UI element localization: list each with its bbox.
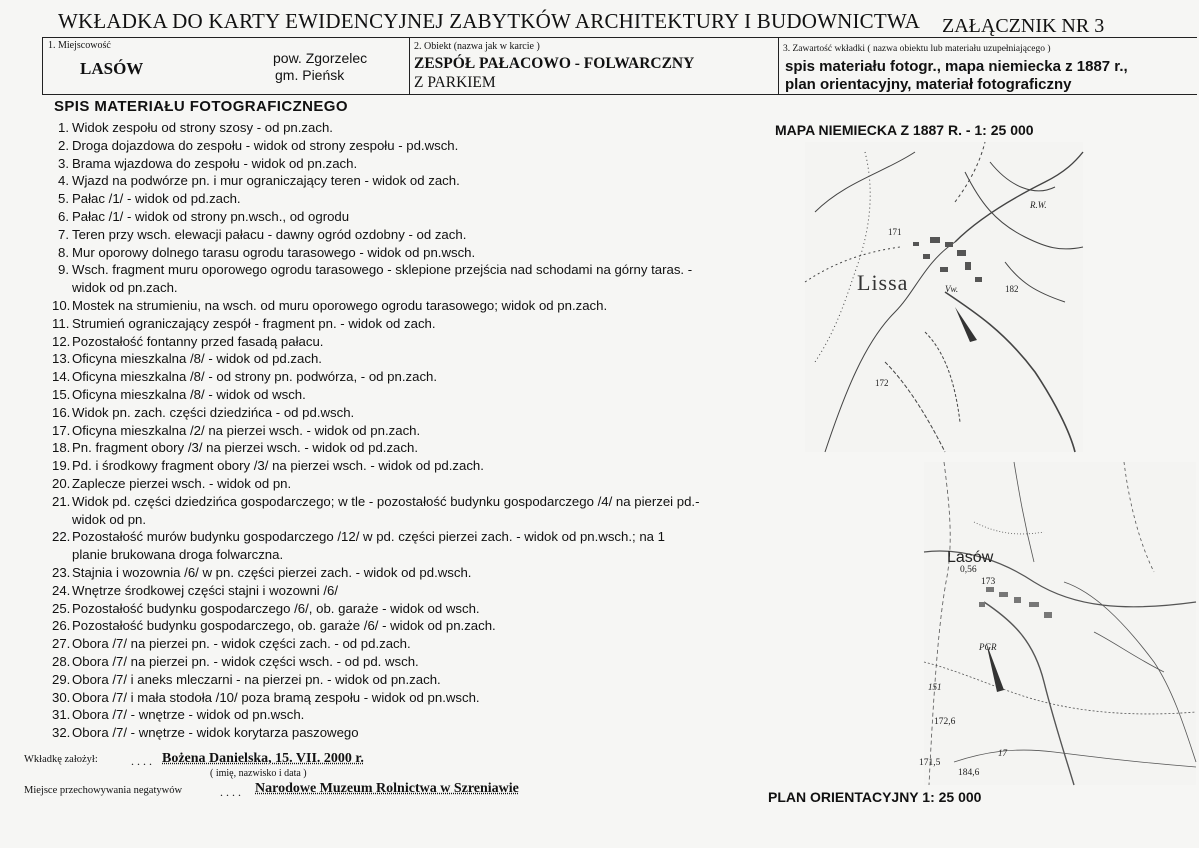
photo-item-text: Widok zespołu od strony szosy - od pn.zach. <box>72 120 333 135</box>
photo-list-item <box>52 172 767 190</box>
photo-item-text: Oficyna mieszkalna /8/ - widok od wsch. <box>72 386 306 402</box>
photo-list-item <box>52 653 767 671</box>
photo-item-text: Strumień ograniczający zespół - fragment pn. - widok od zach. <box>72 315 436 331</box>
photo-item-number: 31. <box>52 707 71 723</box>
orientation-plan-height-label: 173 <box>981 577 996 587</box>
photo-item-number: 13. <box>52 351 71 367</box>
photo-list-item <box>52 689 767 707</box>
photo-list-item <box>52 333 767 351</box>
photo-list-item <box>52 493 767 529</box>
photo-list-item <box>52 582 767 600</box>
photo-item-text: Pozostałość fontanny przed fasadą pałacu. <box>72 333 324 349</box>
photo-list-item <box>52 226 767 244</box>
orientation-plan-village-label: Lasów <box>947 549 994 566</box>
photo-item-text: Obora /7/ na pierzei pn. - widok części zach. - od pd.zach. <box>72 636 411 652</box>
photo-list-item <box>52 600 767 618</box>
storage-dots: . . . . <box>220 785 241 799</box>
orientation-plan-height-label: 151 <box>928 682 942 692</box>
contents-label: 3. Zawartość wkładki ( nazwa obiektu lub materiału uzupełniającego ) <box>783 44 1051 54</box>
contents-line-2: plan orientacyjny, materiał fotograficzny <box>785 76 1072 93</box>
photo-list-item <box>52 724 767 742</box>
storage-label: Miejsce przechowywania negatywów <box>24 785 183 796</box>
photo-list-item <box>52 119 767 137</box>
photo-item-text: Brama wjazdowa do zespołu - widok od pn.zach. <box>72 155 358 171</box>
photo-list-item <box>52 386 767 404</box>
object-line-1: ZESPÓŁ PAŁACOWO - FOLWARCZNY <box>414 55 695 72</box>
author-hint: ( imię, nazwisko i data ) <box>210 768 307 779</box>
photo-list-item <box>52 671 767 689</box>
photo-list-item <box>52 368 767 386</box>
locality-label: 1. Miejscowość <box>48 40 111 51</box>
map-1887-height-label: 172 <box>875 378 889 388</box>
photo-item-number: 25. <box>52 600 71 616</box>
orientation-plan-height-label: 0,56 <box>960 565 977 575</box>
photo-item-text: Pn. fragment obory /3/ na pierzei wsch. - widok od pd.zach. <box>72 440 418 456</box>
map-1887-title: MAPA NIEMIECKA Z 1887 R. - 1: 25 000 <box>775 122 1034 138</box>
photo-list-item <box>52 528 767 564</box>
photo-item-text-continued: widok od pn. <box>72 511 147 527</box>
photo-item-text-continued: planie brukowana droga folwarczna. <box>72 547 284 563</box>
photo-list-item <box>52 422 767 440</box>
photo-item-number: 14. <box>52 369 71 385</box>
photo-item-text: Widok pd. części dziedzińca gospodarczego; w tle - pozostałość budynku gospodarczego /4/ na pierzei pd.- <box>72 493 700 509</box>
orientation-plan-title: PLAN ORIENTACYJNY 1: 25 000 <box>768 789 982 805</box>
photo-item-text: Oficyna mieszkalna /2/ na pierzei wsch. - widok od pn.zach. <box>72 422 421 438</box>
photo-item-text: Pozostałość budynku gospodarczego /6/, ob. garaże - widok od wsch. <box>72 600 480 616</box>
contents-field <box>778 38 1197 95</box>
photo-item-number: 19. <box>52 458 71 474</box>
photo-item-number: 21. <box>52 493 71 509</box>
photo-list <box>52 119 767 742</box>
photo-item-text: Pałac /1/ - widok od strony pn.wsch., od ogrodu <box>72 208 350 224</box>
photo-item-number: 12. <box>52 333 71 349</box>
photo-item-text: Wsch. fragment muru oporowego ogrodu tarasowego - sklepione przejścia nad schodami na górny taras. - <box>72 262 693 278</box>
photo-item-number: 6. <box>58 208 69 224</box>
photo-list-heading: SPIS MATERIAŁU FOTOGRAFICZNEGO <box>54 98 348 115</box>
photo-item-number: 2. <box>58 137 69 153</box>
photo-list-item <box>52 137 767 155</box>
photo-item-number: 29. <box>52 671 71 687</box>
photo-item-text: Obora /7/ i aneks mleczarni - na pierzei pn. - widok od pn.zach. <box>72 671 441 687</box>
photo-list-item <box>52 564 767 582</box>
photo-list-item <box>52 244 767 262</box>
photo-item-number: 24. <box>52 582 71 598</box>
object-field <box>409 38 778 95</box>
photo-item-text: Pałac /1/ - widok od pd.zach. <box>72 191 241 207</box>
photo-item-text: Wnętrze środkowej części stajni i wozowni /6/ <box>72 582 339 598</box>
photo-item-number: 18. <box>52 440 71 456</box>
photo-item-text: Obora /7/ - wnętrze - widok od pn.wsch. <box>72 707 305 723</box>
photo-list-item <box>52 617 767 635</box>
contents-line-1: spis materiału fotogr., mapa niemiecka z 1887 r., <box>785 58 1128 75</box>
orientation-plan-height-label: 184,6 <box>958 768 980 778</box>
map-1887-height-label: 182 <box>1005 284 1019 294</box>
photo-list-item <box>52 475 767 493</box>
photo-list-item <box>52 190 767 208</box>
map-1887-symbol-label: Vw. <box>945 284 959 294</box>
orientation-plan-drawing <box>924 462 1196 785</box>
photo-item-text: Teren przy wsch. elewacji pałacu - dawny ogród ozdobny - od zach. <box>72 226 467 242</box>
photo-item-text: Zaplecze pierzei wsch. - widok od pn. <box>72 475 292 491</box>
photo-item-number: 7. <box>58 226 69 242</box>
photo-item-text: Pozostałość murów budynku gospodarczego /12/ w pd. części pierzei zach. - widok od pn.wsch.; na 1 <box>72 529 666 545</box>
photo-list-item <box>52 315 767 333</box>
photo-list-item <box>52 297 767 315</box>
historic-map-1887 <box>805 142 1083 452</box>
author-label: Wkładkę założył: <box>24 754 98 765</box>
photo-item-text: Oficyna mieszkalna /8/ - od strony pn. podwórza, - od pn.zach. <box>72 369 438 385</box>
photo-item-text: Oficyna mieszkalna /8/ - widok od pd.zach. <box>72 351 322 367</box>
photo-item-number: 32. <box>52 725 71 741</box>
orientation-plan-height-label: 172,6 <box>934 717 956 727</box>
object-line-2: Z PARKIEM <box>414 74 496 91</box>
photo-list-item <box>52 155 767 173</box>
locality-field <box>42 38 409 95</box>
photo-item-text: Mostek na strumieniu, na wsch. od muru oporowego ogrodu tarasowego; widok od pn.zach. <box>72 297 608 313</box>
orientation-plan-height-label: 17 <box>998 748 1007 758</box>
photo-item-number: 26. <box>52 618 71 634</box>
photo-item-text: Widok pn. zach. części dziedzińca - od pd.wsch. <box>72 404 355 420</box>
photo-item-number: 9. <box>58 262 69 278</box>
photo-list-item <box>52 635 767 653</box>
photo-item-number: 16. <box>52 404 71 420</box>
orientation-plan-map <box>919 462 1196 785</box>
photo-item-number: 17. <box>52 422 71 438</box>
photo-list-item <box>52 261 767 297</box>
photo-item-text: Obora /7/ na pierzei pn. - widok części wsch. - od pd. wsch. <box>72 653 419 669</box>
photo-item-number: 30. <box>52 689 71 705</box>
photo-item-number: 22. <box>52 529 71 545</box>
photo-item-number: 23. <box>52 564 71 580</box>
photo-item-number: 8. <box>58 244 69 260</box>
photo-list-item <box>52 350 767 368</box>
photo-item-number: 4. <box>58 173 69 189</box>
photo-list-item <box>52 404 767 422</box>
photo-item-number: 11. <box>52 315 70 331</box>
photo-item-number: 28. <box>52 653 71 669</box>
photo-item-number: 1. <box>58 120 69 135</box>
photo-item-text: Pd. i środkowy fragment obory /3/ na pierzei wsch. - widok od pd.zach. <box>72 458 484 474</box>
photo-item-number: 15. <box>52 386 71 402</box>
orientation-plan-pgr-label: PGR <box>979 642 997 652</box>
district-line-2: gm. Pieńsk <box>275 67 345 83</box>
photo-item-text: Stajnia i wozownia /6/ w pn. części pierzei zach. - widok od pd.wsch. <box>72 564 472 580</box>
photo-item-text: Obora /7/ i mała stodoła /10/ poza bramą zespołu - widok od pn.wsch. <box>72 689 480 705</box>
photo-list-item <box>52 706 767 724</box>
photo-list-item <box>52 208 767 226</box>
district-line-1: pow. Zgorzelec <box>273 50 368 66</box>
photo-list-item <box>52 439 767 457</box>
photo-item-number: 3. <box>58 155 69 171</box>
photo-item-text: Pozostałość budynku gospodarczego, ob. garaże /6/ - widok od pn.zach. <box>72 618 496 634</box>
author-dots: . . . . <box>131 754 152 768</box>
document-title: WKŁADKA DO KARTY EWIDENCYJNEJ ZABYTKÓW ARCHITEKTURY I BUDOWNICTWA <box>58 9 920 33</box>
photo-list-item <box>52 457 767 475</box>
object-label: 2. Obiekt (nazwa jak w karcie ) <box>414 41 540 52</box>
author-value: Bożena Danielska, 15. VII. 2000 r. <box>162 751 364 766</box>
photo-item-text: Mur oporowy dolnego tarasu ogrodu tarasowego - widok od pn.wsch. <box>72 244 476 260</box>
photo-item-number: 5. <box>58 191 69 207</box>
photo-item-number: 10. <box>52 297 71 313</box>
map-1887-drawing <box>805 142 1083 452</box>
photo-item-number: 27. <box>52 636 71 652</box>
photo-item-text-continued: widok od pn.zach. <box>72 280 178 296</box>
photo-item-text: Droga dojazdowa do zespołu - widok od strony zespołu - pd.wsch. <box>72 137 459 153</box>
map-1887-height-label: 171 <box>888 227 902 237</box>
orientation-plan-height-label: 171,5 <box>919 758 941 768</box>
photo-item-number: 20. <box>52 475 71 491</box>
locality-value: LASÓW <box>80 59 144 78</box>
photo-item-text: Obora /7/ - wnętrze - widok korytarza paszowego <box>72 725 359 741</box>
annex-number: ZAŁĄCZNIK NR 3 <box>942 15 1105 37</box>
photo-item-text: Wjazd na podwórze pn. i mur ograniczający teren - widok od zach. <box>72 173 460 189</box>
storage-value: Narodowe Muzeum Rolnictwa w Szreniawie <box>255 781 519 796</box>
map-1887-village-label: Lissa <box>857 270 909 295</box>
map-1887-symbol-label: R.W. <box>1030 200 1047 210</box>
